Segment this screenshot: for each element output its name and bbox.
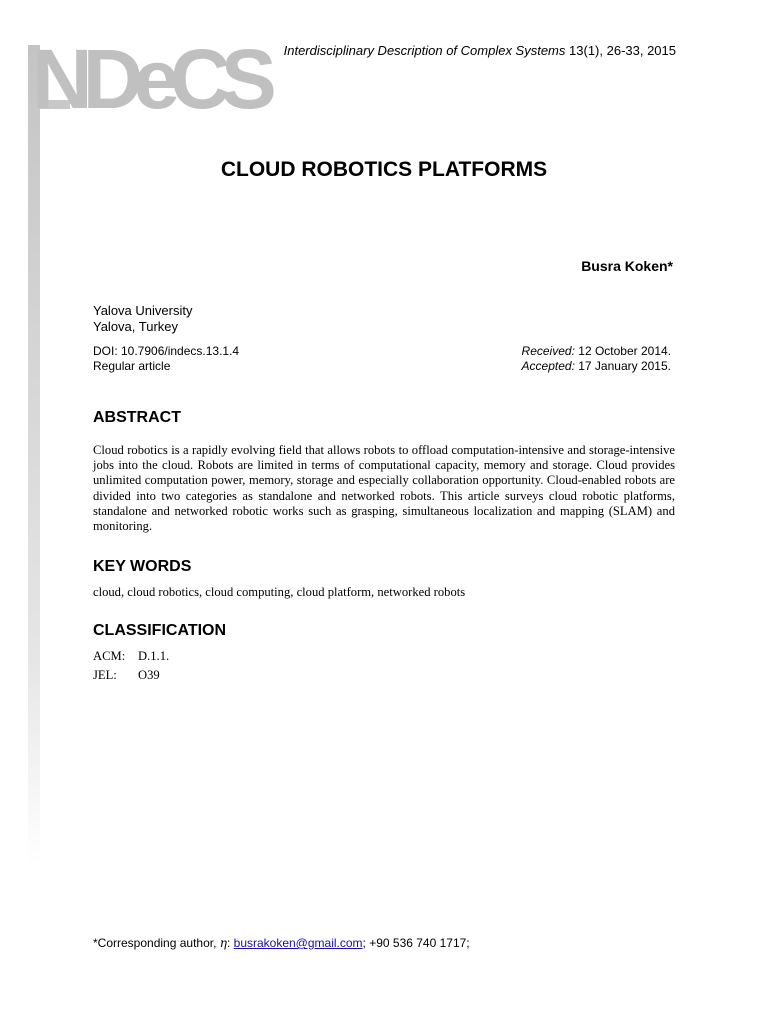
mail-icon: η <box>219 936 227 950</box>
classification-label: JEL: <box>93 668 117 682</box>
journal-volume: 13(1), 26-33, 2015 <box>569 43 676 58</box>
journal-name: Interdisciplinary Description of Complex Systems <box>283 43 566 58</box>
received-label: Received: <box>521 344 575 358</box>
classification-code: O39 <box>138 668 160 682</box>
received-value: 12 October 2014. <box>578 344 671 358</box>
phone-number: ; +90 536 740 1717; <box>362 936 470 950</box>
classification-row <box>93 649 170 664</box>
article-type: Regular article <box>93 359 171 373</box>
keywords-text: cloud, cloud robotics, cloud computing, cloud platform, networked robots <box>93 585 466 599</box>
accepted-date <box>522 359 671 374</box>
abstract-heading: ABSTRACT <box>93 409 181 426</box>
paper-title: CLOUD ROBOTICS PLATFORMS <box>220 158 548 181</box>
affiliation <box>93 303 192 335</box>
classification-heading: CLASSIFICATION <box>93 622 227 639</box>
doi: DOI: 10.7906/indecs.13.1.4 <box>93 344 240 358</box>
author-name: Busra Koken* <box>581 258 673 274</box>
article-dates <box>522 344 671 374</box>
svg-text:NDeCS: NDeCS <box>32 32 267 126</box>
classification-code: D.1.1. <box>138 649 170 663</box>
affiliation-institution: Yalova University <box>93 303 193 318</box>
accepted-value: 17 January 2015. <box>578 359 671 373</box>
accepted-label: Accepted: <box>521 359 575 373</box>
journal-citation <box>284 43 676 58</box>
keywords-heading: KEY WORDS <box>93 558 192 575</box>
classification-row <box>93 668 160 683</box>
classification-label: ACM: <box>93 649 126 663</box>
footnote-prefix: *Corresponding author, <box>93 936 217 950</box>
abstract-text: Cloud robotics is a rapidly evolving field that allows robots to offload computation-intensive and storage-intensive jobs into the cloud. Robots are limited in terms of computational capacity, memory and storage. Cloud provides unlimited computation power, memory, storage and especially collaboration opportunity. Cloud-enabled robots are divided into two categories as standalone and networked robots. This article surveys cloud robotic platforms, standalone and networked robotic works such as grasping, simultaneous localization and mapping (SLAM) and monitoring. <box>93 443 675 534</box>
affiliation-location: Yalova, Turkey <box>93 319 179 334</box>
received-date <box>522 344 671 359</box>
article-meta <box>93 344 239 374</box>
journal-logo <box>0 0 267 870</box>
corresponding-author-footnote: *Corresponding author, η: busrakoken@gmail.com; +90 536 740 1717; <box>93 936 470 950</box>
email-link[interactable]: busrakoken@gmail.com <box>233 936 363 950</box>
